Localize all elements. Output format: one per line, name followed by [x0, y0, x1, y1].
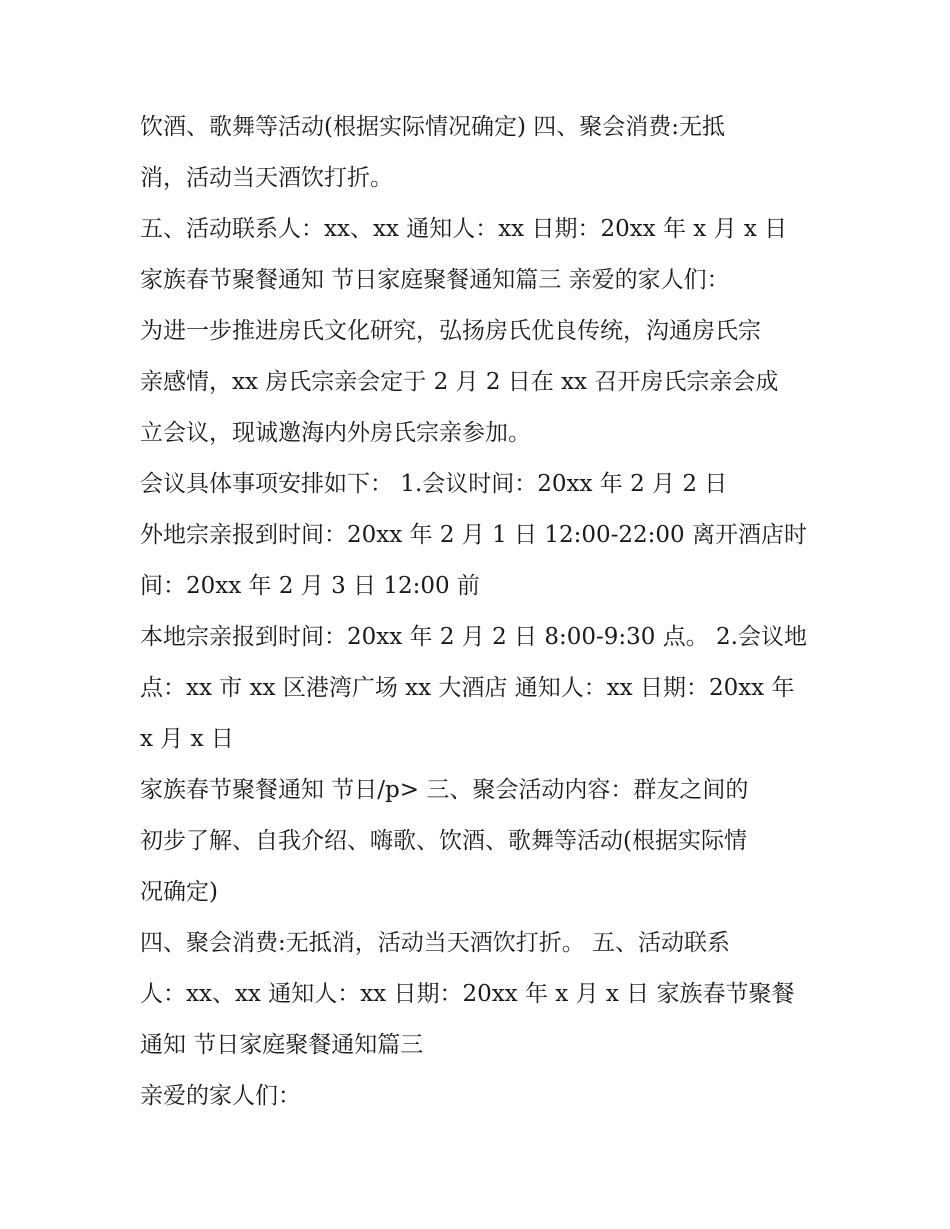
text-line: 外地宗亲报到时间：20xx 年 2 月 1 日 12:00-22:00 离开酒店时 [140, 522, 807, 548]
text-line: 家族春节聚餐通知 节日/p> 三、聚会活动内容：群友之间的 [140, 777, 749, 803]
text-line: 亲感情，xx 房氏宗亲会定于 2 月 2 日在 xx 召开房氏宗亲会成 [140, 369, 779, 395]
text-line: 消，活动当天酒饮打折。 [140, 165, 393, 191]
text-line: x 月 x 日 [140, 726, 234, 752]
text-line: 亲爱的家人们： [140, 1083, 301, 1109]
text-line: 会议具体事项安排如下： 1.会议时间：20xx 年 2 月 2 日 [140, 471, 728, 497]
text-line: 饮酒、歌舞等活动(根据实际情况确定) 四、聚会消费:无抵 [140, 114, 726, 140]
text-line: 通知 节日家庭聚餐通知篇三 [140, 1032, 424, 1058]
document-body [140, 102, 820, 1122]
text-line: 点：xx 市 xx 区港湾广场 xx 大酒店 通知人：xx 日期：20xx 年 [140, 675, 795, 701]
text-line: 立会议，现诚邀海内外房氏宗亲参加。 [140, 420, 531, 446]
text-line: 家族春节聚餐通知 节日家庭聚餐通知篇三 亲爱的家人们： [140, 267, 730, 293]
text-line: 四、聚会消费:无抵消，活动当天酒饮打折。 五、活动联系 [140, 930, 731, 956]
text-line: 况确定) [140, 879, 218, 905]
text-line: 本地宗亲报到时间：20xx 年 2 月 2 日 8:00-9:30 点。 2.会议地 [140, 624, 807, 650]
text-line: 初步了解、自我介绍、嗨歌、饮酒、歌舞等活动(根据实际情 [140, 828, 747, 854]
text-line: 五、活动联系人：xx、xx 通知人：xx 日期：20xx 年 x 月 x 日 [140, 216, 788, 242]
text-line: 间：20xx 年 2 月 3 日 12:00 前 [140, 573, 480, 599]
text-line: 为进一步推进房氏文化研究，弘扬房氏优良传统，沟通房氏宗 [140, 318, 761, 344]
text-line: 人：xx、xx 通知人：xx 日期：20xx 年 x 月 x 日 家族春节聚餐 [140, 981, 795, 1007]
